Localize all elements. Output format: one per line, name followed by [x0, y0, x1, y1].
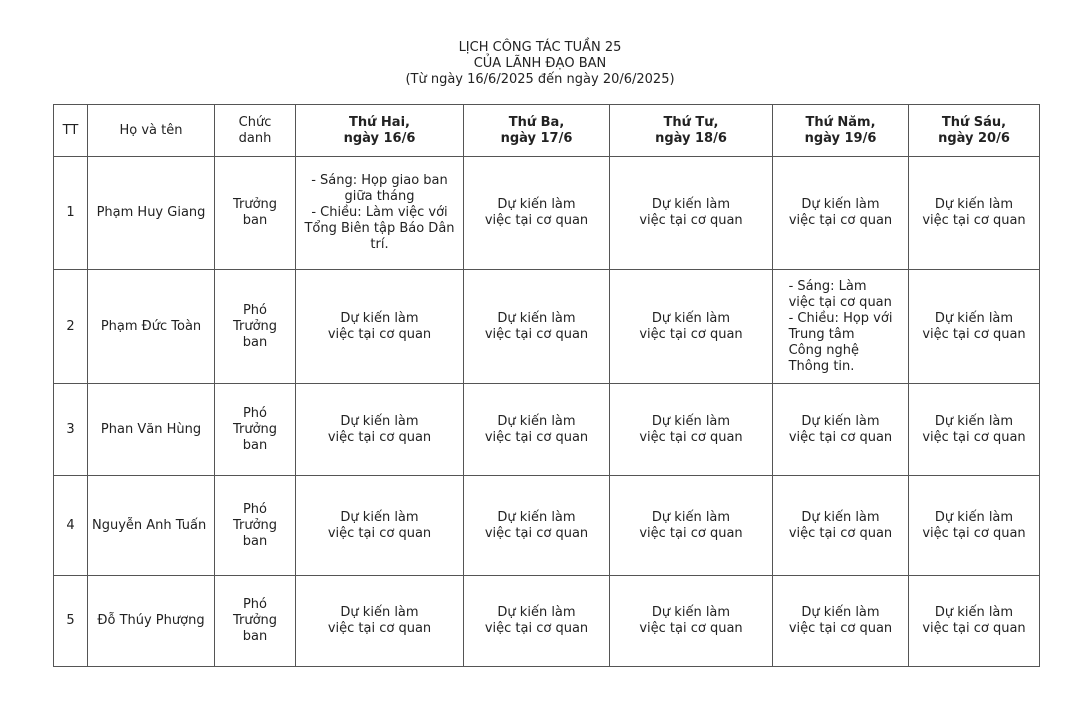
schedule-cell: Dự kiến làm việc tại cơ quan: [464, 476, 610, 576]
row-number: 3: [54, 384, 88, 476]
leader-title: Phó Trưởng ban: [215, 576, 296, 667]
col-header-day: Thứ Sáu, ngày 20/6: [909, 105, 1040, 157]
col-header-day: Thứ Hai, ngày 16/6: [296, 105, 464, 157]
leader-name: Phạm Đức Toàn: [88, 270, 215, 384]
col-header-tt: TT: [54, 105, 88, 157]
leader-name: Phan Văn Hùng: [88, 384, 215, 476]
header-row: [54, 105, 1040, 157]
col-header-title: Chức danh: [215, 105, 296, 157]
schedule-cell: [773, 270, 909, 384]
header-title: LỊCH CÔNG TÁC TUẦN 25: [458, 40, 622, 55]
leader-name: Nguyễn Anh Tuấn: [88, 476, 215, 576]
leader-title: Phó Trưởng ban: [215, 476, 296, 576]
table-row: [54, 157, 1040, 270]
schedule-cell: Dự kiến làm việc tại cơ quan: [909, 476, 1040, 576]
schedule-cell: Dự kiến làm việc tại cơ quan: [909, 576, 1040, 667]
col-header-name: Họ và tên: [88, 105, 215, 157]
schedule-table: [53, 104, 1040, 667]
leader-name: Phạm Huy Giang: [88, 157, 215, 270]
schedule-cell: Dự kiến làm việc tại cơ quan: [464, 270, 610, 384]
schedule-cell: Dự kiến làm việc tại cơ quan: [296, 384, 464, 476]
schedule-cell: Dự kiến làm việc tại cơ quan: [773, 157, 909, 270]
schedule-cell-text: - Sáng: Làm việc tại cơ quan - Chiều: Họp với Trung tâm Công nghệ Thông tin.: [788, 278, 893, 374]
header-date-range: (Từ ngày 16/6/2025 đến ngày 20/6/2025): [405, 72, 675, 87]
schedule-cell: Dự kiến làm việc tại cơ quan: [464, 384, 610, 476]
schedule-cell: Dự kiến làm việc tại cơ quan: [610, 157, 773, 270]
schedule-cell: Dự kiến làm việc tại cơ quan: [464, 157, 610, 270]
table-row: [54, 270, 1040, 384]
leader-title: Trưởng ban: [215, 157, 296, 270]
row-number: 2: [54, 270, 88, 384]
col-header-day: Thứ Năm, ngày 19/6: [773, 105, 909, 157]
document-header: [0, 40, 1080, 88]
leader-title: Phó Trưởng ban: [215, 384, 296, 476]
table-row: [54, 476, 1040, 576]
table-row: [54, 384, 1040, 476]
schedule-cell: Dự kiến làm việc tại cơ quan: [909, 270, 1040, 384]
schedule-cell: Dự kiến làm việc tại cơ quan: [296, 270, 464, 384]
schedule-cell: Dự kiến làm việc tại cơ quan: [773, 384, 909, 476]
schedule-cell: Dự kiến làm việc tại cơ quan: [610, 576, 773, 667]
schedule-cell: Dự kiến làm việc tại cơ quan: [773, 576, 909, 667]
leader-title: Phó Trưởng ban: [215, 270, 296, 384]
schedule-cell: Dự kiến làm việc tại cơ quan: [773, 476, 909, 576]
col-header-day: Thứ Tư, ngày 18/6: [610, 105, 773, 157]
schedule-cell: Dự kiến làm việc tại cơ quan: [909, 384, 1040, 476]
header-subtitle: CỦA LÃNH ĐẠO BAN: [473, 56, 607, 71]
schedule-cell: Dự kiến làm việc tại cơ quan: [464, 576, 610, 667]
col-header-day: Thứ Ba, ngày 17/6: [464, 105, 610, 157]
table-row: [54, 576, 1040, 667]
leader-name: Đỗ Thúy Phượng: [88, 576, 215, 667]
row-number: 1: [54, 157, 88, 270]
schedule-cell: Dự kiến làm việc tại cơ quan: [610, 384, 773, 476]
schedule-cell: Dự kiến làm việc tại cơ quan: [296, 576, 464, 667]
schedule-cell: Dự kiến làm việc tại cơ quan: [610, 270, 773, 384]
row-number: 5: [54, 576, 88, 667]
schedule-cell: Dự kiến làm việc tại cơ quan: [296, 476, 464, 576]
schedule-cell: Dự kiến làm việc tại cơ quan: [610, 476, 773, 576]
schedule-cell: Dự kiến làm việc tại cơ quan: [909, 157, 1040, 270]
row-number: 4: [54, 476, 88, 576]
schedule-cell: - Sáng: Họp giao ban giữa tháng - Chiều: Làm việc với Tổng Biên tập Báo Dân trí.: [296, 157, 464, 270]
